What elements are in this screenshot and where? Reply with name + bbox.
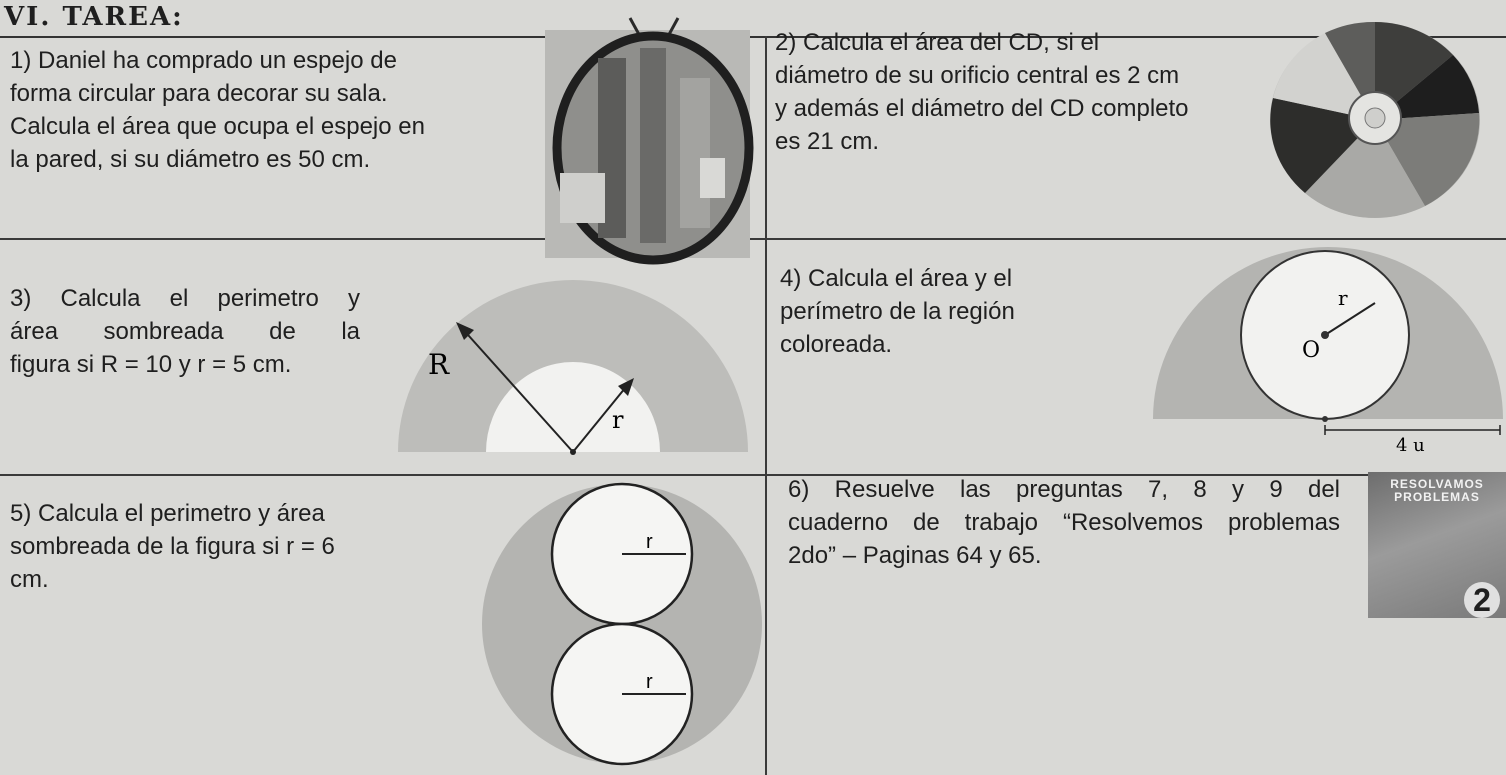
semicircle-ring-figure [398, 278, 748, 456]
problem-6-text-last: 2do” – Paginas 64 y 65. [788, 542, 1042, 569]
problem-5-text: 5) Calcula el perimetro y área sombreada de la figura si r = 6 cm. [10, 500, 335, 593]
label-r: r [1338, 286, 1348, 310]
label-R: R [428, 348, 450, 381]
label-r-top: r [646, 531, 653, 553]
problem-3-text-last: figura si R = 10 y r = 5 cm. [10, 351, 292, 378]
problem-4-text: 4) Calcula el área y el perímetro de la región coloreada. [780, 265, 1015, 358]
problem-1-text: 1) Daniel ha comprado un espejo de forma circular para decorar su sala. Calcula el área que ocupa el espejo en la pared, si su diámetro es 50 cm. [10, 47, 425, 173]
circle-with-two-circles-figure [478, 480, 768, 775]
label-r-bottom: r [646, 671, 653, 693]
workbook-title: RESOLVAMOS PROBLEMAS [1390, 477, 1484, 504]
label-width: 4 u [1396, 435, 1425, 456]
label-o: O [1302, 338, 1321, 363]
cd-illustration [1265, 18, 1485, 223]
label-r: r [612, 406, 624, 434]
semicircle-with-circle-figure [1150, 245, 1506, 455]
page-title: VI. TAREA: [4, 2, 184, 32]
problem-2-text: 2) Calcula el área del CD, si el diámetro de su orificio central es 2 cm y además el diámetro del CD completo es 21 cm. [775, 29, 1189, 155]
problem-6-text: 6) Resuelve las preguntas 7, 8 y 9 del cuaderno de trabajo “Resolvemos problemas [788, 476, 1340, 536]
workbook-number: 2 [1464, 582, 1500, 618]
problem-3-text: 3) Calcula el perimetro y área sombreada de la [10, 285, 360, 345]
workbook-cover [1368, 472, 1506, 618]
mirror-illustration [540, 18, 755, 258]
